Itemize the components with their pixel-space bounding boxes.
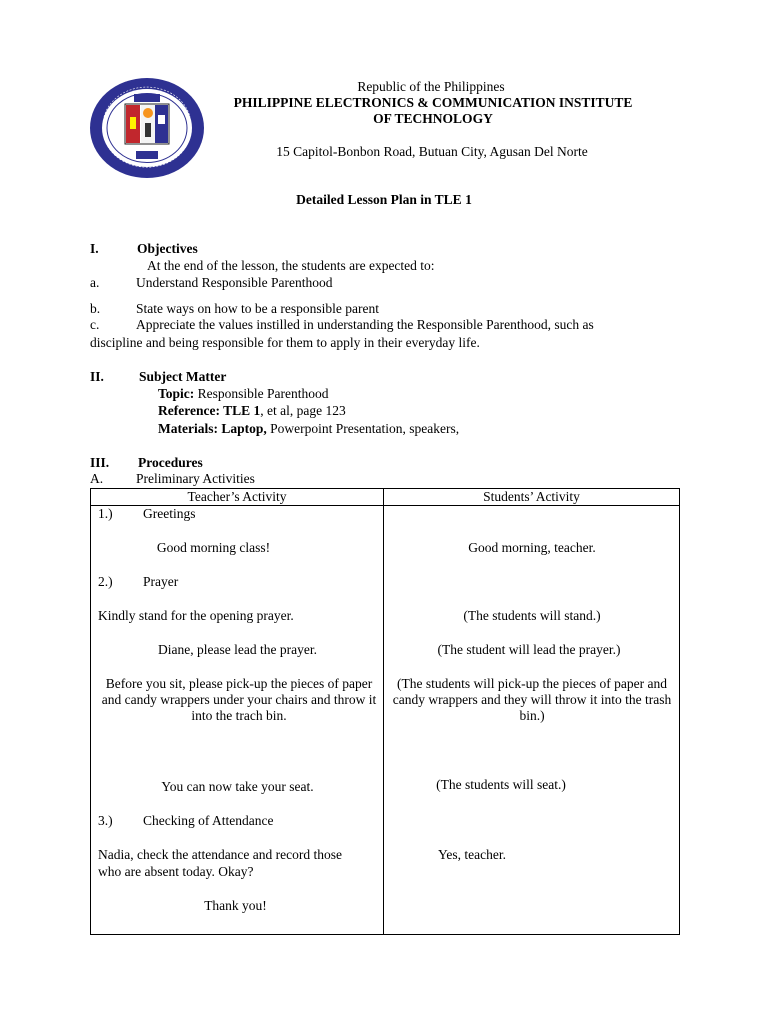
teacher-line: Nadia, check the attendance and record those	[98, 847, 343, 862]
reference-value: , et al, page 123	[260, 403, 346, 418]
materials-line	[158, 421, 459, 437]
teacher-line: Thank you!	[204, 898, 267, 913]
institute-address: 15 Capitol-Bonbon Road, Butuan City, Agusan Del Norte	[276, 144, 588, 159]
topic-line	[158, 386, 329, 402]
objective-letter: a.	[90, 275, 100, 290]
teacher-column-header: Teacher’s Activity	[91, 489, 384, 506]
objective-text: Understand Responsible Parenthood	[136, 275, 333, 290]
step-number: 1.)	[98, 506, 113, 521]
document-title: Detailed Lesson Plan in TLE 1	[296, 192, 472, 207]
institute-name-line2: OF TECHNOLOGY	[373, 111, 493, 126]
section-numeral: II.	[90, 369, 104, 384]
subsection-letter: A.	[90, 471, 104, 486]
student-line: (The student will lead the prayer.)	[437, 642, 621, 657]
objective-letter: b.	[90, 301, 101, 316]
objective-text: State ways on how to be a responsible parent	[136, 301, 379, 316]
materials-label: Materials: Laptop,	[158, 421, 267, 436]
teacher-line: who are absent today. Okay?	[98, 864, 254, 879]
student-line: (The students will pick-up the pieces of paper and candy wrappers and they will throw it into the trash bin.)	[392, 676, 672, 723]
step-label: Checking of Attendance	[143, 813, 274, 828]
objectives-intro: At the end of the lesson, the students are expected to:	[147, 258, 435, 273]
students-column-header: Students’ Activity	[384, 489, 680, 506]
section-heading-subject-matter: Subject Matter	[139, 369, 227, 384]
objective-text: Appreciate the values instilled in understanding the Responsible Parenthood, such as	[136, 317, 594, 332]
teacher-line: Kindly stand for the opening prayer.	[98, 608, 294, 623]
student-line: (The students will stand.)	[463, 608, 601, 623]
student-line: (The students will seat.)	[436, 777, 566, 792]
step-label: Greetings	[143, 506, 196, 521]
student-line: Yes, teacher.	[438, 847, 506, 862]
teacher-activity-cell	[91, 506, 384, 935]
topic-value: Responsible Parenthood	[194, 386, 329, 401]
teacher-line: Diane, please lead the prayer.	[158, 642, 317, 657]
topic-label: Topic:	[158, 386, 195, 401]
section-numeral: I.	[90, 241, 99, 256]
institute-name-line1: PHILIPPINE ELECTRONICS & COMMUNICATION INSTITUTE	[233, 95, 633, 110]
teacher-line: Good morning class!	[156, 540, 271, 555]
step-number: 2.)	[98, 574, 113, 589]
reference-line	[158, 403, 346, 419]
step-label: Prayer	[143, 574, 179, 589]
objective-letter: c.	[90, 317, 100, 332]
activity-table	[90, 488, 680, 935]
section-numeral: III.	[90, 455, 110, 470]
teacher-line: Before you sit, please pick-up the pieces of paper and candy wrappers under your chairs and throw it into the trach bin.	[101, 676, 377, 723]
republic-line: Republic of the Philippines	[357, 79, 505, 94]
teacher-line: You can now take your seat.	[161, 779, 314, 794]
section-heading-procedures: Procedures	[138, 455, 203, 470]
subsection-heading: Preliminary Activities	[136, 471, 255, 486]
objective-text-continued: discipline and being responsible for them to apply in their everyday life.	[90, 335, 480, 350]
section-heading-objectives: Objectives	[137, 241, 198, 256]
students-activity-cell	[384, 506, 680, 935]
student-line: Good morning, teacher.	[468, 540, 596, 555]
reference-label: Reference: TLE 1	[158, 403, 261, 418]
step-number: 3.)	[98, 813, 113, 828]
materials-value: Powerpoint Presentation, speakers,	[266, 421, 460, 436]
